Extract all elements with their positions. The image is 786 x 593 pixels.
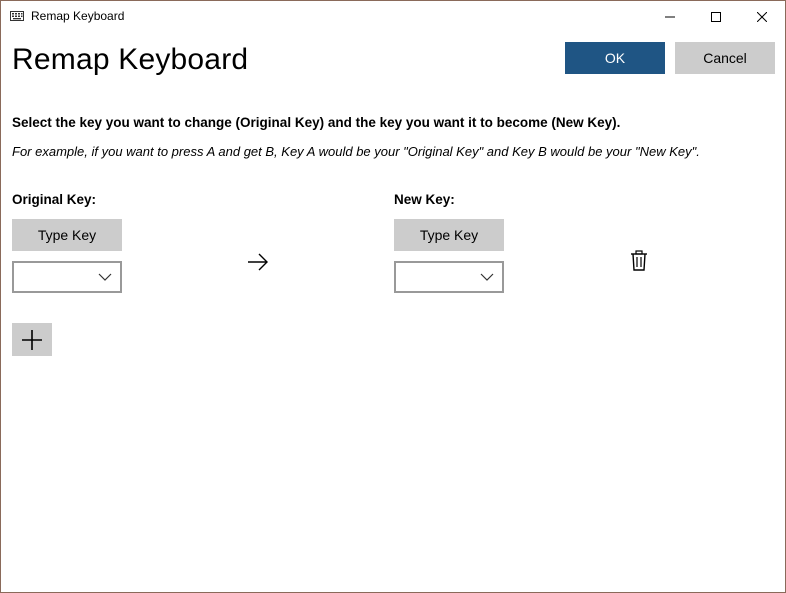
arrow-right-icon	[246, 251, 270, 273]
new-type-key-button[interactable]	[394, 219, 504, 251]
original-key-dropdown[interactable]	[12, 261, 122, 293]
chevron-down-icon	[98, 271, 112, 283]
original-type-key-button[interactable]	[12, 219, 122, 251]
original-type-key-label: Type Key	[37, 227, 97, 243]
cancel-button[interactable]: Cancel	[675, 42, 775, 74]
trash-icon[interactable]	[629, 250, 649, 272]
minimize-icon	[665, 12, 675, 22]
original-key-header: Original Key:	[12, 192, 97, 207]
keyboard-icon	[10, 11, 24, 21]
ok-button[interactable]: OK	[565, 42, 665, 74]
add-mapping-button[interactable]	[12, 323, 52, 356]
new-type-key-label: Type Key	[419, 227, 479, 243]
minimize-button[interactable]	[647, 1, 693, 32]
title-bar[interactable]	[1, 1, 785, 32]
close-icon	[757, 12, 767, 22]
page-title: Remap Keyboard	[12, 43, 249, 76]
instruction-text: Select the key you want to change (Original Key) and the key you want it to become (New Key).	[12, 115, 621, 130]
chevron-down-icon	[480, 271, 494, 283]
maximize-icon	[711, 12, 721, 22]
plus-icon	[21, 329, 43, 351]
maximize-button[interactable]	[693, 1, 739, 32]
example-text: For example, if you want to press A and get B, Key A would be your "Original Key" and Key B would be your "New Key".	[12, 144, 700, 159]
close-button[interactable]	[739, 1, 785, 32]
new-key-dropdown[interactable]	[394, 261, 504, 293]
new-key-header: New Key:	[394, 192, 455, 207]
window-title: Remap Keyboard	[31, 9, 125, 23]
